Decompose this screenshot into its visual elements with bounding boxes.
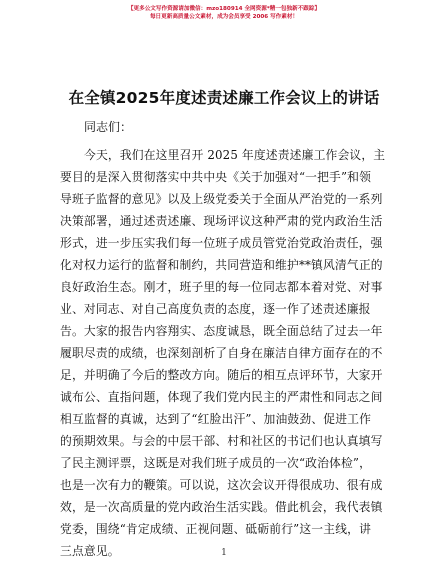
page-number: 1	[221, 548, 227, 558]
body-line: 足，并明确了今后的整改方向。随后的相互点评环节，大家开	[60, 368, 383, 382]
promo-banner	[20, 5, 428, 21]
body-line: 诚布公、直指问题，体现了我们党内民主的严肃性和同志之间	[60, 390, 383, 404]
body-line: 化对权力运行的监督和制约，共同营造和维护**镇风清气正的	[60, 258, 383, 272]
body-line: 党委，围绕“肯定成绩、正视问题、砥砺前行”这一主线，讲	[60, 522, 372, 536]
body-line: 效，是一次高质量的党内政治生活实践。借此机会，我代表镇	[60, 500, 383, 514]
body-line: 导班子监督的意见》以及上级党委关于全面从严治党的一系列	[60, 192, 383, 206]
body-line: 业、对同志、对自己高度负责的态度，逐一作了述责述廉报	[60, 302, 371, 316]
body-line: 要目的是深入贯彻落实中共中央《关于加强对“一把手”和领	[60, 170, 372, 184]
body-line: 相互监督的真诚，达到了“红脸出汗”、加油鼓劲、促进工作	[60, 412, 372, 426]
body-line: 三点意见。	[60, 544, 120, 558]
body-line: 履职尽责的成绩，也深刻剖析了自身在廉洁自律方面存在的不	[60, 346, 383, 360]
body-line: 良好政治生态。刚才，班子里的每一位同志都本着对党、对事	[60, 280, 383, 294]
body-line: 了民主测评票，这既是对我们班子成员的一次“政治体检”，	[60, 456, 372, 470]
promo-banner-line-1: 【更多公文写作资源请加微信：mzo180914 全网资源*精一包独新不跟踪】	[127, 6, 321, 12]
body-line: 形式，进一步压实我们每一位班子成员管党治党政治责任，强	[60, 236, 383, 250]
document-title: 在全镇2025年度述责述廉工作会议上的讲话	[68, 89, 380, 107]
promo-banner-line-2: 每日更新高质量公文素材，成为会员享受 2006 写作素材！	[149, 14, 299, 20]
body-line: 今天，我们在这里召开 2025 年度述责述廉工作会议，主	[84, 148, 386, 162]
body-line: 告。大家的报告内容翔实、态度诚恳，既全面总结了过去一年	[60, 324, 383, 338]
body-line: 也是一次有力的鞭策。可以说，这次会议开得很成功、很有成	[60, 478, 383, 492]
body-line: 的预期效果。与会的中层干部、村和社区的书记们也认真填写	[60, 434, 383, 448]
salutation: 同志们：	[84, 120, 133, 134]
body-line: 决策部署，通过述责述廉、现场评议这种严肃的党内政治生活	[60, 214, 383, 228]
